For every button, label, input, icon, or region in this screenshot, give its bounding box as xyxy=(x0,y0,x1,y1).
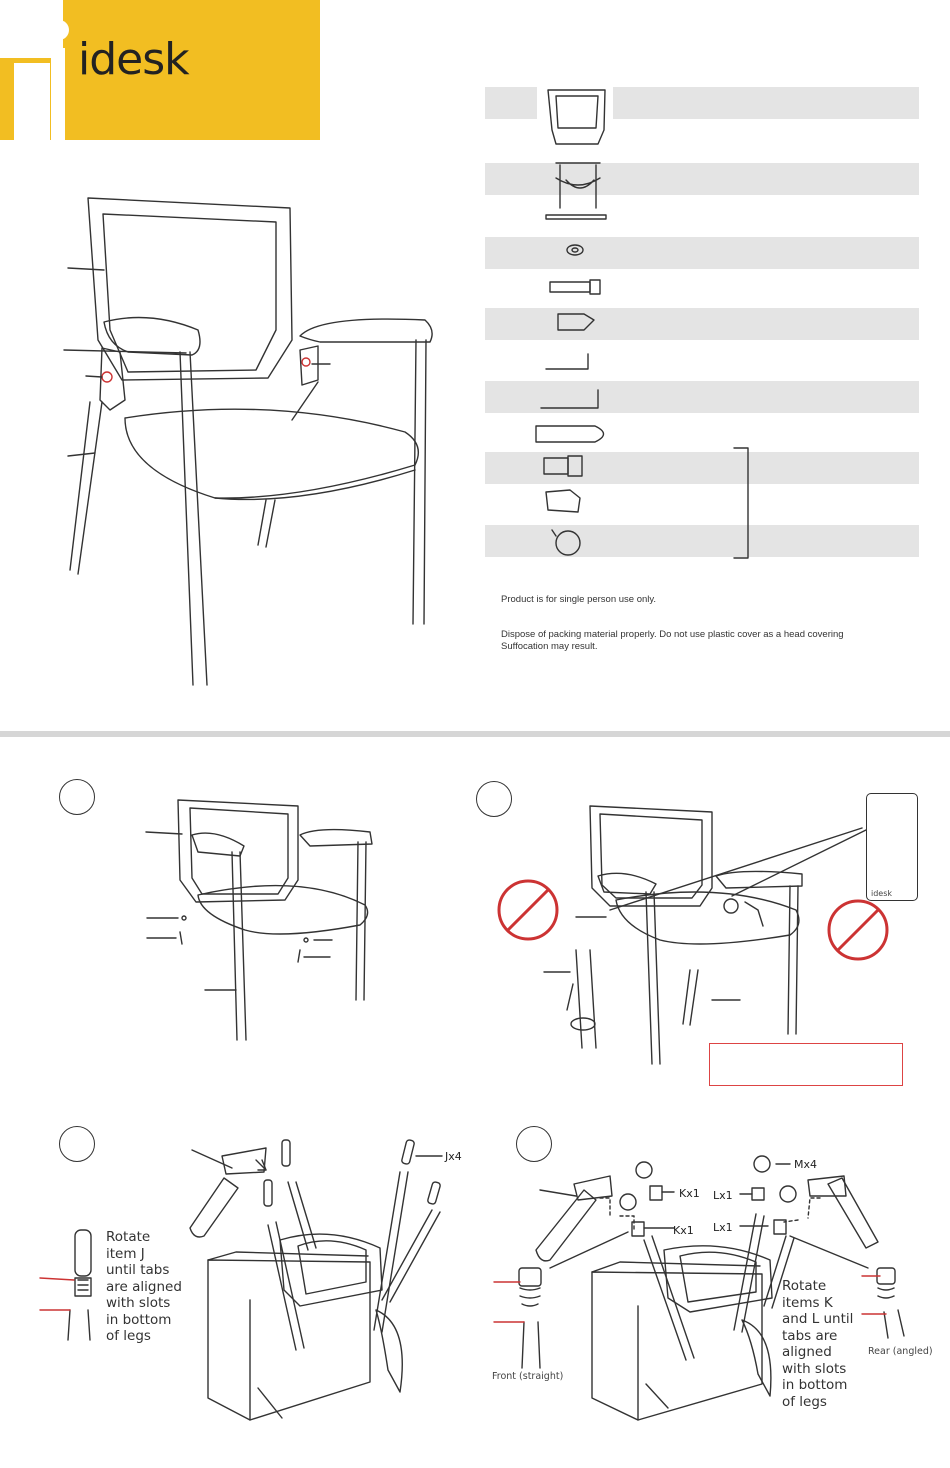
hardware-label-j: Jx4 xyxy=(445,1150,462,1163)
rotate-j-line: until tabs xyxy=(106,1262,170,1278)
rotate-j-line: item J xyxy=(106,1245,145,1262)
hardware-label-l1: Lx1 xyxy=(713,1189,733,1202)
rotate-kl-instruction xyxy=(782,1278,853,1410)
rotate-j-line: in bottom xyxy=(106,1311,172,1328)
brand-name: idesk xyxy=(78,34,189,85)
front-leg-caption: Front (straight) xyxy=(492,1371,564,1382)
rotate-j-line: of legs xyxy=(106,1328,151,1344)
rotate-kl-line: in bottom xyxy=(782,1377,848,1393)
rotate-j-line: are aligned xyxy=(106,1278,182,1295)
rotate-j-line: Rotate xyxy=(106,1229,151,1245)
warning-card xyxy=(866,793,918,901)
rotate-kl-line: aligned xyxy=(782,1344,832,1360)
hardware-label-m: Mx4 xyxy=(794,1158,817,1171)
step-4-marker xyxy=(516,1126,552,1162)
main-chair-drawing xyxy=(64,198,432,685)
step-3-marker xyxy=(59,1126,95,1162)
caution-box xyxy=(709,1043,903,1086)
rear-leg-caption: Rear (angled) xyxy=(868,1346,933,1357)
rotate-kl-line: tabs are xyxy=(782,1327,838,1344)
hardware-label-l2: Lx1 xyxy=(713,1221,733,1234)
packing-warning-line1: Dispose of packing material properly. Do not use plastic cover as a head covering xyxy=(501,629,844,640)
step2-drawing xyxy=(499,806,887,1064)
rotate-j-line: with slots xyxy=(106,1295,171,1311)
rotate-kl-line: and L until xyxy=(782,1311,854,1327)
rotate-kl-line: with slots xyxy=(782,1360,847,1377)
single-person-notice: Product is for single person use only. xyxy=(501,594,657,605)
rotate-kl-line: of legs xyxy=(782,1393,827,1410)
packing-warning-line2: Suffocation may result. xyxy=(501,641,598,652)
parts-icons xyxy=(536,90,748,558)
step-2-marker xyxy=(476,781,512,817)
rotate-kl-line: items K xyxy=(782,1294,833,1311)
hardware-label-k1: Kx1 xyxy=(679,1187,700,1200)
step3-drawing xyxy=(40,1139,442,1420)
warning-card-brand: idesk xyxy=(871,889,893,898)
hardware-label-k2: Kx1 xyxy=(673,1224,694,1237)
rotate-kl-line: Rotate xyxy=(782,1278,827,1294)
step-1-marker xyxy=(59,779,95,815)
step1-drawing xyxy=(146,800,372,1040)
rotate-j-instruction xyxy=(106,1229,182,1345)
